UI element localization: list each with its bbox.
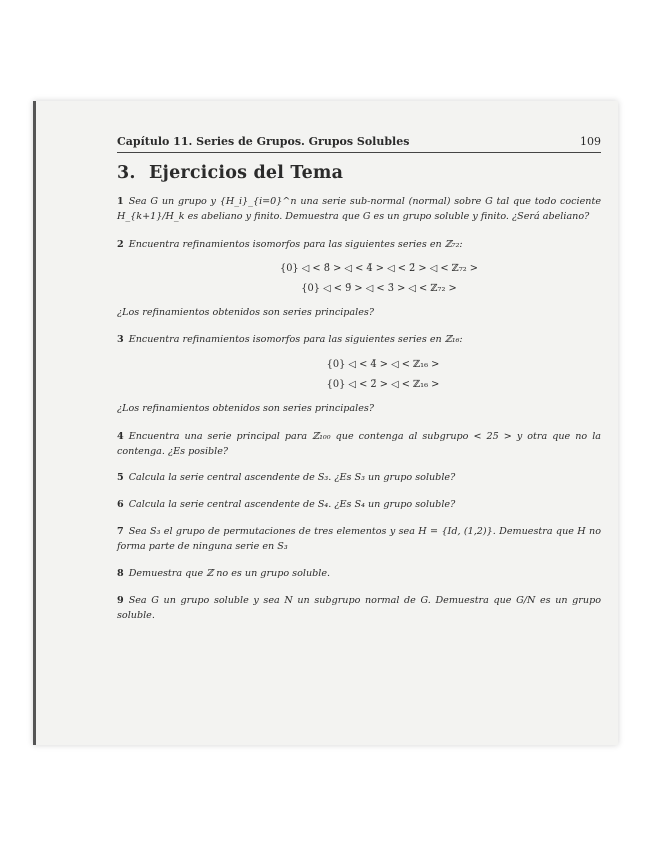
exercise-6	[117, 498, 601, 513]
exercise-text: Encuentra refinamientos isomorfos para las siguientes series en ℤ₇₂:	[128, 239, 463, 250]
exercise-text: Encuentra refinamientos isomorfos para las siguientes series en ℤ₁₆:	[128, 334, 463, 345]
scanned-page	[33, 101, 618, 745]
exercise-text: Sea G un grupo y {H_i}_{i=0}^n una serie sub-normal (normal) sobre G tal que todo cociente H_{k+1}/H_k es abeliano y finito. Demuestra que G es un grupo soluble y finito. ¿Será abeliano?	[117, 196, 601, 222]
section-heading: Ejercicios del Tema	[149, 163, 344, 183]
section-title	[117, 163, 343, 183]
series-z16-line-2: {0} ◁ < 2̄ > ◁ < ℤ₁₆ >	[326, 379, 440, 390]
series-z72-line-1: {0} ◁ < 8̄ > ◁ < 4̄ > ◁ < 2̄ > ◁ < ℤ₇₂ >	[279, 263, 479, 274]
exercise-text: Demuestra que ℤ no es un grupo soluble.	[128, 568, 331, 579]
question-principal-1: ¿Los refinamientos obtenidos son series principales?	[117, 307, 374, 318]
exercise-number: 7	[117, 526, 124, 537]
exercise-1	[117, 195, 601, 224]
exercise-2	[117, 238, 601, 253]
exercise-number: 5	[117, 472, 124, 483]
exercise-5	[117, 471, 601, 486]
exercise-text: Calcula la serie central ascendente de S₃. ¿Es S₃ un grupo soluble?	[128, 472, 456, 483]
exercise-4	[117, 430, 601, 459]
exercise-text: Encuentra una serie principal para ℤ₁₀₀ que contenga al subgrupo < 25̄ > y otra que no la contenga. ¿Es posible?	[117, 431, 601, 457]
section-number: 3.	[117, 163, 136, 183]
exercise-text: Sea G un grupo soluble y sea N un subgrupo normal de G. Demuestra que G/N es un grupo soluble.	[117, 595, 601, 621]
exercise-text: Sea S₃ el grupo de permutaciones de tres elementos y sea H = {Id, (1,2)}. Demuestra que H no forma parte de ninguna serie en S₃	[117, 526, 601, 552]
exercise-number: 3	[117, 334, 124, 345]
exercise-text: Calcula la serie central ascendente de S₄. ¿Es S₄ un grupo soluble?	[128, 499, 456, 510]
question-principal-2: ¿Los refinamientos obtenidos son series principales?	[117, 403, 374, 414]
chapter-title: Capítulo 11. Series de Grupos. Grupos Solubles	[117, 135, 410, 148]
series-z16-line-1: {0} ◁ < 4̄ > ◁ < ℤ₁₆ >	[326, 359, 440, 370]
running-head	[117, 135, 601, 153]
exercise-number: 2	[117, 239, 124, 250]
exercise-number: 1	[117, 196, 124, 207]
exercise-7	[117, 525, 601, 554]
exercise-number: 6	[117, 499, 124, 510]
exercise-9	[117, 594, 601, 623]
exercise-number: 4	[117, 431, 124, 442]
exercise-8	[117, 567, 601, 582]
exercise-number: 8	[117, 568, 124, 579]
series-z72-line-2: {0} ◁ < 9̄ > ◁ < 3̄ > ◁ < ℤ₇₂ >	[301, 283, 457, 294]
exercise-3	[117, 333, 601, 348]
page-number: 109	[580, 135, 601, 148]
exercise-number: 9	[117, 595, 124, 606]
